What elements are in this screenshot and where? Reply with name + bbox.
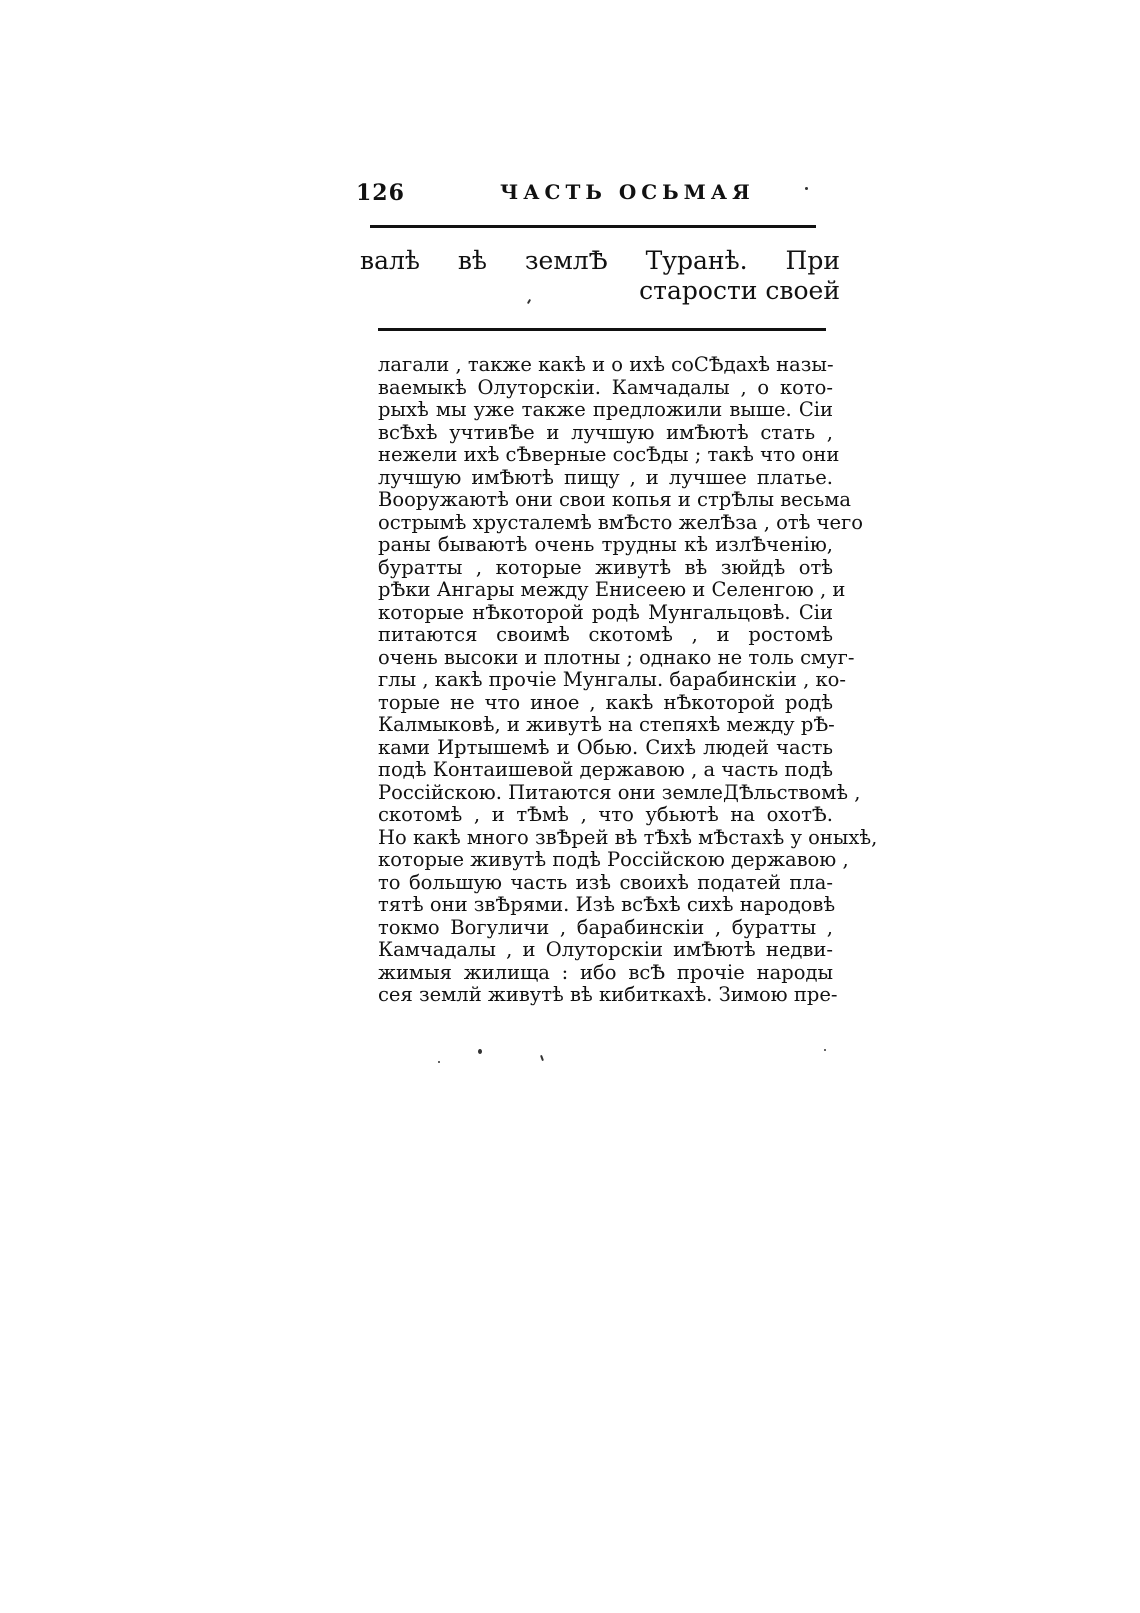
ink-speck bbox=[824, 1049, 826, 1051]
ink-speck bbox=[478, 1049, 482, 1054]
text-line: которые живутѣ подѣ Россійскою державою , bbox=[378, 848, 849, 871]
text-line: ваемыкѣ Олуторскіи. Камчадалы , о кото- bbox=[378, 375, 833, 399]
text-line: торые не что иное , какѣ нѢкоторой родѣ bbox=[378, 690, 833, 714]
text-line: лучшую имѢютѣ пищу , и лучшее платье. bbox=[378, 465, 833, 489]
text-line: скотомѣ , и тѢмѣ , что убьютѣ на охотѢ. bbox=[378, 803, 833, 826]
text-line: тятѣ они звѢрями. Изѣ всѢхѣ сихѣ народовѣ bbox=[378, 893, 836, 916]
ink-speck bbox=[540, 1055, 544, 1061]
text-line: сея землй живутѣ вѣ кибиткахѣ. Зимою пре- bbox=[378, 983, 838, 1006]
text-line: всѢхѣ учтивѢе и лучшую имѢютѣ стать , bbox=[378, 420, 833, 444]
text-line: питаются своимѣ скотомѣ , и ростомѣ bbox=[378, 623, 833, 646]
continuation-text: валѣ вѣ землѢ Туранѣ. При старости своей bbox=[360, 246, 840, 305]
text-line: лагали , также какѣ и о ихѣ соСѢдахѣ назы- bbox=[378, 353, 834, 376]
text-line: токмо Вогуличи , барабинскіи , буратты , bbox=[378, 915, 833, 939]
text-line: которые нѢкоторой родѣ Мунгальцовѣ. Сіи bbox=[378, 600, 833, 624]
text-line: раны бываютѣ очень трудны кѣ излѢченію, bbox=[378, 533, 833, 556]
text-line: Россійскою. Питаются они землеДѢльствомѣ , bbox=[378, 780, 861, 804]
text-line: глы , какѣ прочіе Мунгалы. барабинскіи , ко- bbox=[378, 668, 847, 691]
body-text bbox=[378, 353, 878, 1007]
text-line: очень высоки и плотны ; однако не толь смуг- bbox=[378, 645, 855, 669]
ink-speck bbox=[438, 1061, 440, 1063]
running-head: ЧАСТЬ ОСЬМАЯ bbox=[500, 180, 755, 204]
text-line: Вооружаютѣ они свои копья и стрѢлы весьма bbox=[378, 488, 852, 511]
text-line: рыхѣ мы уже также предложили выше. Сіи bbox=[378, 398, 833, 421]
text-line: Но какѣ много звѢрей вѣ тѢхѣ мѢстахѣ у оныхѣ, bbox=[378, 825, 878, 849]
text-line: буратты , которые живутѣ вѣ зюйдѣ отѣ bbox=[378, 555, 833, 579]
ink-speck bbox=[805, 187, 808, 190]
text-line: рѢки Ангары между Енисеею и Селенгою , и bbox=[378, 578, 846, 601]
section-rule bbox=[378, 328, 826, 331]
text-line: Камчадалы , и Олуторскіи имѢютѣ недви- bbox=[378, 938, 833, 961]
header-rule-mark bbox=[800, 219, 814, 227]
text-line: жимыя жилища : ибо всѢ прочіе народы bbox=[378, 960, 833, 984]
text-line: ками Иртышемѣ и Обью. Сихѣ людей часть bbox=[378, 735, 833, 759]
page-number: 126 bbox=[356, 180, 405, 206]
text-line: Калмыковѣ, и живутѣ на степяхѣ между рѢ- bbox=[378, 713, 835, 736]
text-line: подѣ Контаишевой державою , а часть подѣ bbox=[378, 758, 833, 781]
text-line: то большую часть изѣ своихѣ податей пла- bbox=[378, 870, 833, 894]
header-rule bbox=[370, 225, 816, 228]
text-line: нежели ихѣ сѢверные сосѢды ; такѣ что они bbox=[378, 443, 840, 466]
text-line: острымѣ хрусталемѣ вмѢсто желѢза , отѣ чего bbox=[378, 510, 864, 534]
